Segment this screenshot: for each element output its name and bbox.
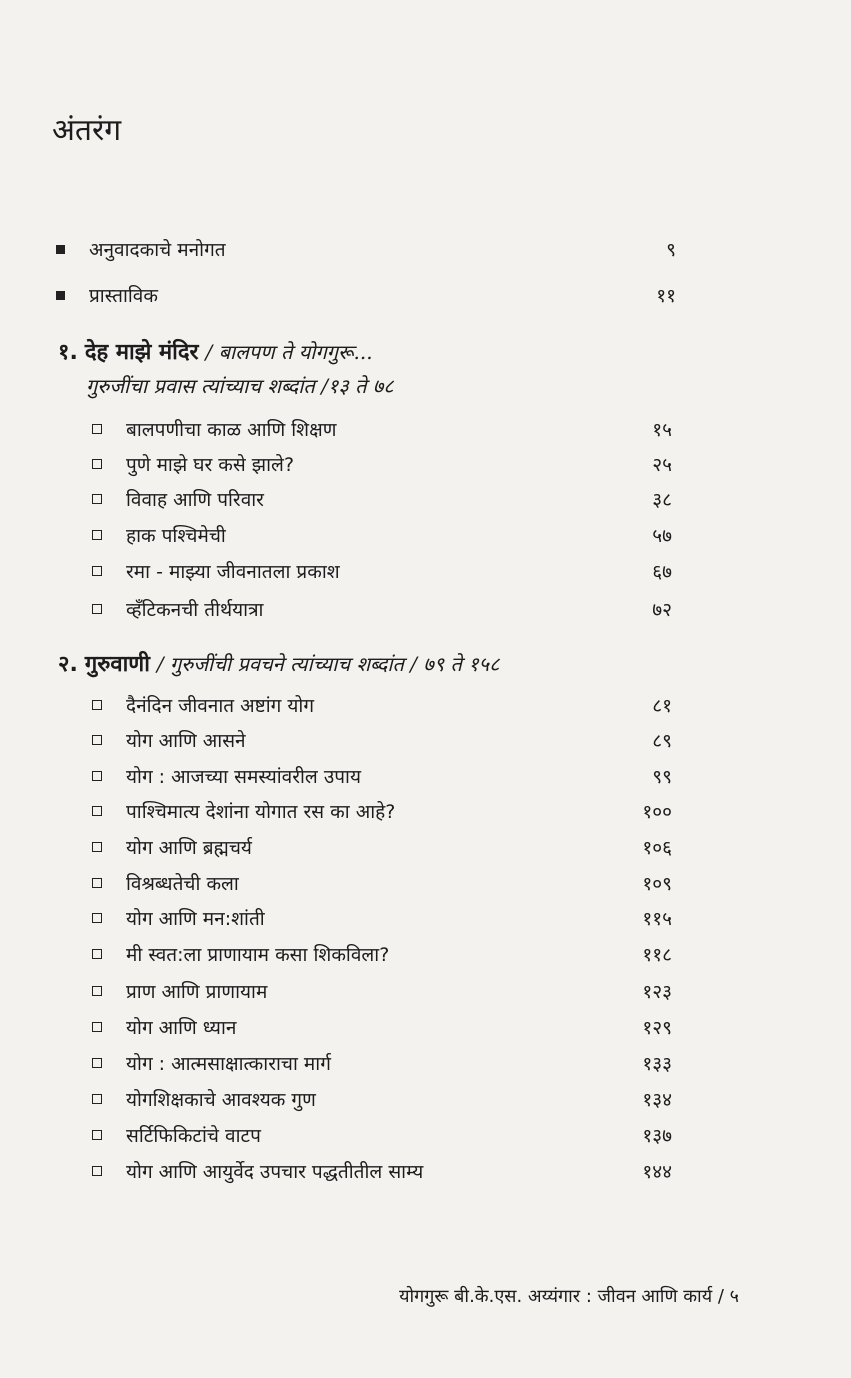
checkbox-square-icon xyxy=(92,459,102,469)
list-item xyxy=(92,690,672,720)
list-item xyxy=(92,1156,672,1186)
section-subtitle: / बालपण ते योगगुरू... xyxy=(205,340,373,364)
list-item xyxy=(92,903,672,933)
list-item xyxy=(92,796,672,826)
entry-label: योग : आजच्या समस्यांवरील उपाय xyxy=(126,766,362,788)
entry-label: योग आणि आसने xyxy=(126,730,246,752)
list-item xyxy=(92,939,672,969)
entry-label: योग : आत्मसाक्षात्काराचा मार्ग xyxy=(126,1053,331,1075)
list-item xyxy=(92,449,672,479)
entry-page: १०९ xyxy=(642,873,672,895)
entry-label: सर्टिफिकिटांचे वाटप xyxy=(126,1125,261,1147)
entry-label: दैनंदिन जीवनात अष्टांग योग xyxy=(126,695,315,717)
entry-page: २५ xyxy=(652,454,672,476)
entry-label: योगशिक्षकाचे आवश्यक गुण xyxy=(126,1089,316,1111)
list-item xyxy=(92,1084,672,1114)
page-title: अंतरंग xyxy=(52,113,122,148)
section-subtitle-line2: गुरुजींचा प्रवास त्यांच्याच शब्दांत /१३ ते ७८ xyxy=(86,374,394,398)
checkbox-square-icon xyxy=(92,494,102,504)
list-item xyxy=(92,832,672,862)
list-item xyxy=(92,556,672,586)
entry-label: मी स्वत:ला प्राणायाम कसा शिकविला? xyxy=(126,944,390,966)
front-matter-item xyxy=(56,236,676,262)
entry-page: ८१ xyxy=(652,695,672,717)
list-item xyxy=(92,1012,672,1042)
checkbox-square-icon xyxy=(92,1058,102,1068)
list-item xyxy=(92,868,672,898)
checkbox-square-icon xyxy=(92,735,102,745)
entry-page: ९९ xyxy=(652,766,672,788)
bullet-square-icon xyxy=(56,245,65,254)
checkbox-square-icon xyxy=(92,700,102,710)
entry-label: बालपणीचा काळ आणि शिक्षण xyxy=(126,419,337,441)
front-matter-page: ११ xyxy=(656,285,676,307)
entry-page: १४४ xyxy=(642,1161,672,1183)
list-item xyxy=(92,725,672,755)
section-title: गुरुवाणी xyxy=(84,652,150,677)
section-number: १. xyxy=(58,340,78,365)
checkbox-square-icon xyxy=(92,986,102,996)
entry-page: ११८ xyxy=(642,944,672,966)
list-item xyxy=(92,976,672,1006)
front-matter-label: अनुवादकाचे मनोगत xyxy=(89,239,226,261)
section-heading-1 xyxy=(58,336,373,366)
front-matter-page: ९ xyxy=(666,239,676,261)
checkbox-square-icon xyxy=(92,1094,102,1104)
entry-page: १३४ xyxy=(642,1089,672,1111)
checkbox-square-icon xyxy=(92,1022,102,1032)
entry-label: विश्रब्धतेची कला xyxy=(126,873,239,895)
entry-label: पुणे माझे घर कसे झाले? xyxy=(126,454,295,476)
bullet-square-icon xyxy=(56,291,65,300)
front-matter-label: प्रास्ताविक xyxy=(89,285,158,307)
checkbox-square-icon xyxy=(92,771,102,781)
entry-label: योग आणि आयुर्वेद उपचार पद्धतीतील साम्य xyxy=(126,1161,424,1183)
entry-page: १५ xyxy=(652,419,672,441)
checkbox-square-icon xyxy=(92,878,102,888)
list-item xyxy=(92,520,672,550)
section-number: २. xyxy=(58,652,78,677)
entry-label: पाश्चिमात्य देशांना योगात रस का आहे? xyxy=(126,801,396,823)
entry-page: १०० xyxy=(642,801,672,823)
entry-label: रमा - माझ्या जीवनातला प्रकाश xyxy=(126,561,340,583)
entry-label: प्राण आणि प्राणायाम xyxy=(126,981,268,1003)
checkbox-square-icon xyxy=(92,949,102,959)
entry-label: हाक पश्चिमेची xyxy=(126,525,226,547)
checkbox-square-icon xyxy=(92,424,102,434)
section-title: देह माझे मंदिर xyxy=(84,340,199,365)
checkbox-square-icon xyxy=(92,1130,102,1140)
entry-page: १२९ xyxy=(642,1017,672,1039)
checkbox-square-icon xyxy=(92,566,102,576)
list-item xyxy=(92,761,672,791)
section-heading-2 xyxy=(58,648,500,678)
entry-page: १३३ xyxy=(642,1053,672,1075)
checkbox-square-icon xyxy=(92,530,102,540)
entry-page: १२३ xyxy=(642,981,672,1003)
entry-page: ८९ xyxy=(652,730,672,752)
list-item xyxy=(92,594,672,624)
entry-label: व्हॅंटिकनची तीर्थयात्रा xyxy=(126,599,264,621)
checkbox-square-icon xyxy=(92,1166,102,1176)
entry-page: ११५ xyxy=(642,908,672,930)
checkbox-square-icon xyxy=(92,842,102,852)
page-footer: योगगुरू बी.के.एस. अय्यंगार : जीवन आणि कार्य / ५ xyxy=(399,1286,739,1307)
list-item xyxy=(92,1048,672,1078)
entry-page: ६७ xyxy=(652,561,672,583)
list-item xyxy=(92,414,672,444)
entry-label: योग आणि ब्रह्मचर्य xyxy=(126,837,252,859)
entry-label: योग आणि ध्यान xyxy=(126,1017,237,1039)
entry-page: ५७ xyxy=(652,525,672,547)
entry-label: विवाह आणि परिवार xyxy=(126,489,264,511)
list-item xyxy=(92,1120,672,1150)
entry-label: योग आणि मन:शांती xyxy=(126,908,265,930)
entry-page: १०६ xyxy=(642,837,672,859)
front-matter-item xyxy=(56,282,676,308)
section-subtitle: / गुरुजींची प्रवचने त्यांच्याच शब्दांत / ७९ ते १५८ xyxy=(156,652,500,676)
list-item xyxy=(92,484,672,514)
checkbox-square-icon xyxy=(92,806,102,816)
checkbox-square-icon xyxy=(92,604,102,614)
checkbox-square-icon xyxy=(92,913,102,923)
entry-page: ३८ xyxy=(652,489,672,511)
entry-page: १३७ xyxy=(642,1125,672,1147)
entry-page: ७२ xyxy=(652,599,672,621)
